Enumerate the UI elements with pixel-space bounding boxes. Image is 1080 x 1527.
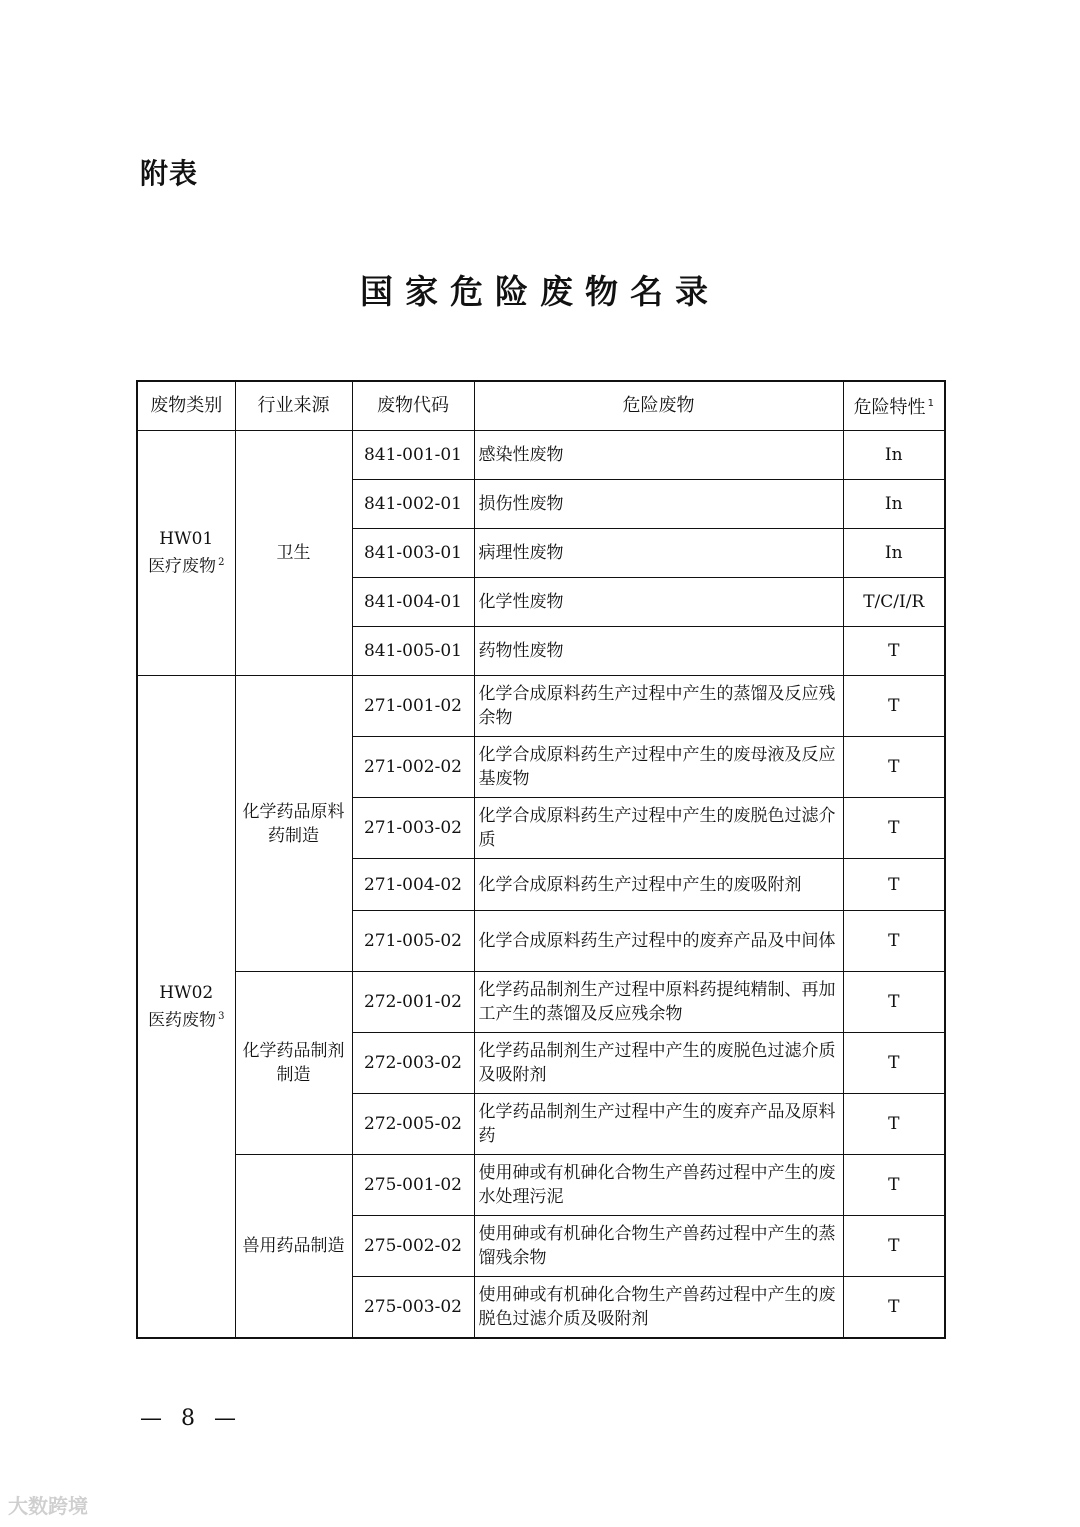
- hazard-characteristic: T: [843, 676, 945, 737]
- waste-description: 化学性废物: [474, 578, 843, 627]
- category-code: HW01: [159, 529, 214, 550]
- header-waste: 危险废物: [474, 381, 843, 431]
- waste-code: 841-005-01: [352, 627, 474, 676]
- waste-code: 841-002-01: [352, 480, 474, 529]
- appendix-label: 附表: [140, 157, 199, 190]
- waste-code: 272-001-02: [352, 972, 474, 1033]
- waste-description: 使用砷或有机砷化合物生产兽药过程中产生的废脱色过滤介质及吸附剂: [474, 1277, 843, 1339]
- industry-cell: 兽用药品制造: [235, 1155, 352, 1339]
- hazard-characteristic: T: [843, 1216, 945, 1277]
- hazard-characteristic: T: [843, 1094, 945, 1155]
- hazard-characteristic: T: [843, 798, 945, 859]
- waste-code: 271-004-02: [352, 859, 474, 911]
- waste-description: 损伤性废物: [474, 480, 843, 529]
- waste-description: 化学药品制剂生产过程中产生的废脱色过滤介质及吸附剂: [474, 1033, 843, 1094]
- table-row: [137, 972, 945, 1033]
- industry-cell: 化学药品原料药制造: [235, 676, 352, 972]
- hazard-characteristic: In: [843, 480, 945, 529]
- waste-description: 使用砷或有机砷化合物生产兽药过程中产生的蒸馏残余物: [474, 1216, 843, 1277]
- category-code: HW02: [159, 982, 214, 1003]
- waste-description: 感染性废物: [474, 431, 843, 480]
- waste-description: 使用砷或有机砷化合物生产兽药过程中产生的废水处理污泥: [474, 1155, 843, 1216]
- table-row: [137, 431, 945, 480]
- category-name: 医药废物: [148, 1010, 217, 1031]
- waste-description: 化学合成原料药生产过程中产生的废吸附剂: [474, 859, 843, 911]
- hazard-characteristic: T: [843, 972, 945, 1033]
- hazard-characteristic: T: [843, 859, 945, 911]
- waste-description: 病理性废物: [474, 529, 843, 578]
- waste-code: 272-005-02: [352, 1094, 474, 1155]
- category-name-line: [142, 551, 231, 579]
- waste-description: 化学合成原料药生产过程中的废弃产品及中间体: [474, 911, 843, 972]
- waste-description: 药物性废物: [474, 627, 843, 676]
- waste-code: 841-001-01: [352, 431, 474, 480]
- waste-code: 271-005-02: [352, 911, 474, 972]
- category-name-line: [142, 1005, 231, 1033]
- table-row: [137, 1155, 945, 1216]
- page-number: — 8 —: [140, 1406, 242, 1431]
- document-title: 国家危险废物名录: [360, 272, 720, 311]
- industry-cell: 化学药品制剂制造: [235, 972, 352, 1155]
- footnote-marker: 1: [927, 398, 934, 409]
- waste-code: 841-004-01: [352, 578, 474, 627]
- header-code: 废物代码: [352, 381, 474, 431]
- hazard-characteristic: T: [843, 1033, 945, 1094]
- waste-description: 化学合成原料药生产过程中产生的废母液及反应基废物: [474, 737, 843, 798]
- waste-description: 化学药品制剂生产过程中原料药提纯精制、再加工产生的蒸馏及反应残余物: [474, 972, 843, 1033]
- header-characteristic: [843, 381, 945, 431]
- waste-code: 275-003-02: [352, 1277, 474, 1339]
- hazard-characteristic: In: [843, 529, 945, 578]
- hazardous-waste-table: [136, 380, 946, 1339]
- waste-code: 271-001-02: [352, 676, 474, 737]
- waste-description: 化学药品制剂生产过程中产生的废弃产品及原料药: [474, 1094, 843, 1155]
- hazard-characteristic: T: [843, 737, 945, 798]
- waste-code: 271-003-02: [352, 798, 474, 859]
- waste-code: 275-001-02: [352, 1155, 474, 1216]
- header-category: 废物类别: [137, 381, 235, 431]
- waste-code: 271-002-02: [352, 737, 474, 798]
- category-cell: [137, 676, 235, 1339]
- category-cell: [137, 431, 235, 676]
- hazard-characteristic: T/C/I/R: [843, 578, 945, 627]
- waste-code: 272-003-02: [352, 1033, 474, 1094]
- category-name: 医疗废物: [148, 556, 217, 577]
- hazard-characteristic: In: [843, 431, 945, 480]
- header-characteristic-label: 危险特性: [853, 397, 926, 418]
- footnote-marker: 3: [218, 1010, 225, 1022]
- watermark-logo: 大数跨境: [8, 1494, 88, 1518]
- header-industry: 行业来源: [235, 381, 352, 431]
- waste-description: 化学合成原料药生产过程中产生的废脱色过滤介质: [474, 798, 843, 859]
- hazard-characteristic: T: [843, 627, 945, 676]
- industry-cell: 卫生: [235, 431, 352, 676]
- hazard-characteristic: T: [843, 1277, 945, 1339]
- footnote-marker: 2: [218, 557, 225, 569]
- waste-code: 275-002-02: [352, 1216, 474, 1277]
- table-row: [137, 676, 945, 737]
- hazard-characteristic: T: [843, 911, 945, 972]
- hazard-characteristic: T: [843, 1155, 945, 1216]
- waste-description: 化学合成原料药生产过程中产生的蒸馏及反应残余物: [474, 676, 843, 737]
- waste-code: 841-003-01: [352, 529, 474, 578]
- table-header-row: [137, 381, 945, 431]
